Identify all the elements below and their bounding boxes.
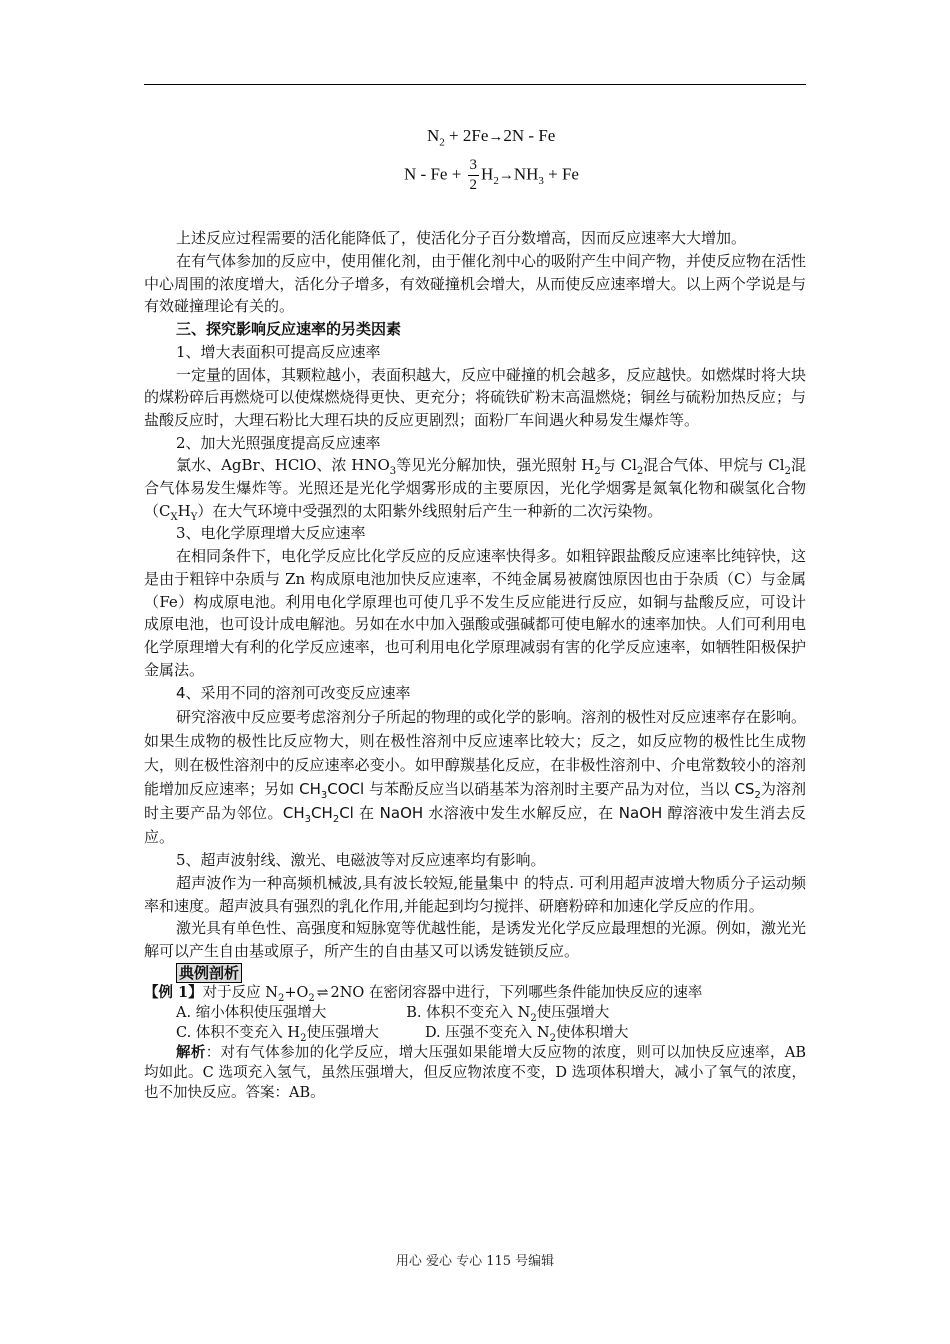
document-body xyxy=(144,226,806,1103)
subsection-title: 3、电化学原理增大反应速率 xyxy=(176,524,366,543)
page-footer: 用心 爱心 专心 115 号编辑 xyxy=(395,1254,555,1269)
example-options-cd: C. 体积不变充入 $H_2$使压强增大 D. 压强不变充入 $N_2$使体积增大 xyxy=(176,1024,629,1044)
subsection-title: 4、采用不同的溶剂可改变反应速率 xyxy=(176,684,411,703)
example-heading xyxy=(144,963,806,983)
example-label-box: 典例剖析 xyxy=(176,963,242,983)
paragraph: 氯水、AgBr、HClO、浓 $HNO_3$等见光分解加快，强光照射 $H_2$与 $Cl_2$混合气体、甲烷与 $Cl_2$混合气体易发生爆炸等。光照还是光化学烟雾形成的主要原因，光化学烟雾是氮氧化物和碳氢化合物$(C_XH_Y)$在大气环境中受强烈的太阳紫外线照射后产生一种新的二次污染物。 xyxy=(144,456,806,523)
section-heading: 三、探究影响反应速率的另类因素 xyxy=(176,320,402,339)
paragraph: 研究溶液中反应要考虑溶剂分子所起的物理的或化学的影响。溶剂的极性对反应速率存在影响。如果生成物的极性比反应物大，则在极性溶剂中反应速率比较大；反之，如反应物的极性比生成物大，则在极性溶剂中的反应速率必变小。如甲醇羰基化反应，在非极性溶剂中、介电常数较小的溶剂能增加反应速率；另如 $CH_3COCl$ 与苯酚反应当以硝基苯为溶剂时主要产品为对位，当以 $CS_2$为溶剂时主要产品为邻位。$CH_3CH_2Cl$ 在 NaOH 水溶液中发生水解反应，在 NaOH 醇溶液中发生消去反应。 xyxy=(144,708,807,847)
paragraph: 在相同条件下，电化学反应比化学反应的反应速率快得多。如粗锌跟盐酸反应速率比纯锌快，这是由于粗锌中杂质与 Zn 构成原电池加快反应速率，不纯金属易被腐蚀原因也由于杂质（C）与金属（Fe）构成原电池。利用电化学原理也可使几乎不发生反应能进行反应，如铜与盐酸反应，可设计成原电池，也可设计成电解池。另如在水中加入强酸或强碱都可使电解水的速率加快。人们可利用电化学原理增大有利的化学反应速率，也可利用电化学原理减弱有害的化学反应速率，如牺牲阳极保护金属法。 xyxy=(144,547,807,679)
equilibrium-arrow-icon: ⇌ xyxy=(316,984,329,1001)
subsection-title: 1、增大表面积可提高反应速率 xyxy=(176,342,381,361)
paragraph: 在有气体参加的反应中，使用催化剂，由于催化剂中心的吸附产生中间产物，并使反应物在活性中心周围的浓度增大，活化分子增多，有效碰撞机会增大，从而使反应速率增大。以上两个学说是与有效碰撞理论有关的。 xyxy=(144,252,807,316)
paragraph: 激光具有单色性、高强度和短脉宽等优越性能，是诱发光化学反应最理想的光源。例如，激光光解可以产生自由基或原子，所产生的自由基又可以诱发链锁反应。 xyxy=(144,919,807,961)
paragraph: 超声波作为一种高频机械波,具有波长较短,能量集中 的特点. 可利用超声波增大物质分子运动频率和速度。超声波具有强烈的乳化作用,并能起到均匀搅拌、研磨粉碎和加速化学反应的作用。 xyxy=(144,874,806,915)
header-rule xyxy=(144,84,806,85)
paragraph: 一定量的固体，其颗粒越小，表面积越大，反应中碰撞的机会越多，反应越快。如燃煤时将大块的煤粉碎后再燃烧可以使煤燃烧得更快、更充分；将硫铁矿粉末高温燃烧；铜丝与硫粉加热反应；与盐酸反应时，大理石粉比大理石块的反应更剧烈；面粉厂车间遇火种易发生爆炸等。 xyxy=(144,365,807,429)
example-answer: 解析：对有气体参加的化学反应，增大压强如果能增大反应物的浓度，则可以加快反应速率，AB 均如此。C 选项充入氢气，虽然压强增大，但反应物浓度不变，D 选项体积增大，减小了氧气的浓度，也不加快反应。答案：AB。 xyxy=(144,1043,807,1101)
paragraph: 上述反应过程需要的活化能降低了，使活化分子百分数增高，因而反应速率大大增加。 xyxy=(176,229,747,247)
example-question: 【例 1】对于反应 $N_2+O_2$ ⇌ 2NO 在密闭容器中进行，下列哪些条件能加快反应的速率 xyxy=(144,983,703,1004)
equation-2: N - Fe + $\frac{3}{2}$ $H_2\to NH_3 + Fe$ xyxy=(404,157,579,193)
equation-1: $N_2 + 2Fe\to 2N - Fe$ xyxy=(427,126,556,149)
example-block xyxy=(144,983,806,1103)
example-options-ab: A. 缩小体积使压强增大 B. 体积不变充入 $N_2$使压强增大 xyxy=(176,1004,610,1024)
fraction: $\frac{3}{2}$ xyxy=(469,157,478,193)
subsection-title: 5、超声波射线、激光、电磁波等对反应速率均有影响。 xyxy=(176,851,546,870)
subsection-title: 2、加大光照强度提高反应速率 xyxy=(176,433,381,452)
